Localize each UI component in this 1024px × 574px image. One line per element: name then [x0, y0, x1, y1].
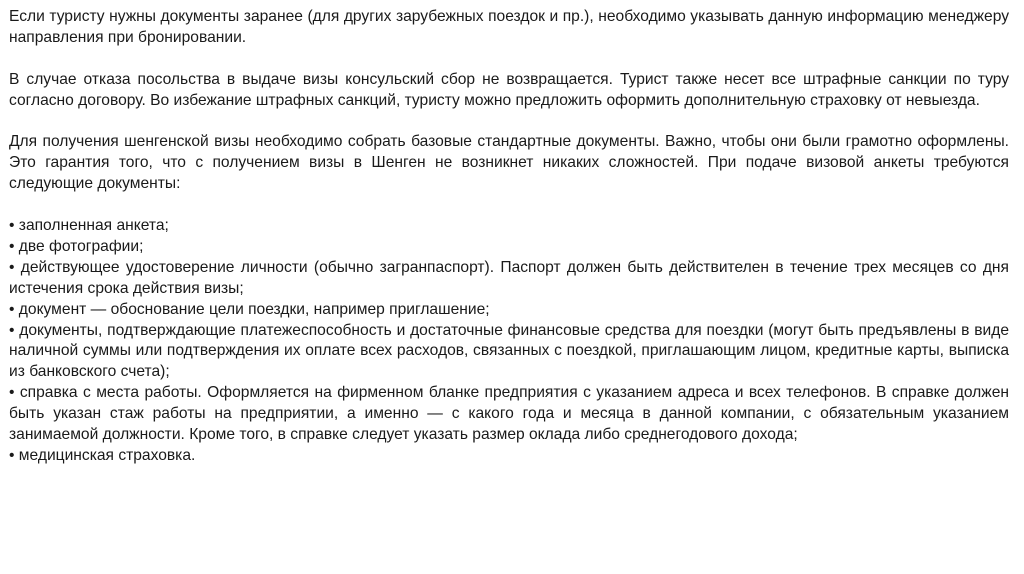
- list-item-photos: • две фотографии;: [9, 237, 144, 255]
- list-item-employment-certificate: • справка с места работы. Оформляется на фирменном бланке предприятия с указанием адреса и всех телефонов. В справке должен быть указан стаж работы на предприятии, а именно — с какого года и месяца в данной компании, с обязательным указанием занимаемой должности. Кроме того, в справке следует указать размер оклада либо среднегодового дохода;: [9, 384, 1009, 444]
- list-item-passport: • действующее удостоверение личности (обычно загранпаспорт). Паспорт должен быть действителен в течение трех месяцев со дня истечения срока действия визы;: [9, 258, 1009, 297]
- list-item-trip-purpose: • документ — обоснование цели поездки, например приглашение;: [9, 300, 490, 318]
- list-item-application-form: • заполненная анкета;: [9, 217, 169, 235]
- paragraph-advance-documents: Если туристу нужны документы заранее (для других зарубежных поездок и пр.), необходимо указывать данную информацию менеджеру направления при бронировании.: [9, 8, 1009, 46]
- list-item-financial-proof: • документы, подтверждающие платежеспособность и достаточные финансовые средства для поездки (могут быть предъявлены в виде наличной суммы или подтверждения их оплате всех расходов, связанных с поездкой, приглашающим лицом, кредитные карты, выписка из банковского счета);: [9, 321, 1009, 381]
- list-item-medical-insurance: • медицинская страховка.: [9, 446, 196, 464]
- paragraph-schengen-requirements: Для получения шенгенской визы необходимо собрать базовые стандартные документы. Важно, чтобы они были грамотно оформлены. Это гарантия того, что с получением визы в Шенген не возникнет никаких сложностей. При подаче визовой анкеты требуются следующие документы:: [9, 133, 1009, 193]
- slide-text-body: [9, 7, 1009, 467]
- paragraph-visa-refusal: В случае отказа посольства в выдаче визы консульский сбор не возвращается. Турист также несет все штрафные санкции по туру согласно договору. Во избежание штрафных санкций, туристу можно предложить оформить дополнительную страховку от невыезда.: [9, 70, 1009, 109]
- document-list: [9, 216, 1009, 467]
